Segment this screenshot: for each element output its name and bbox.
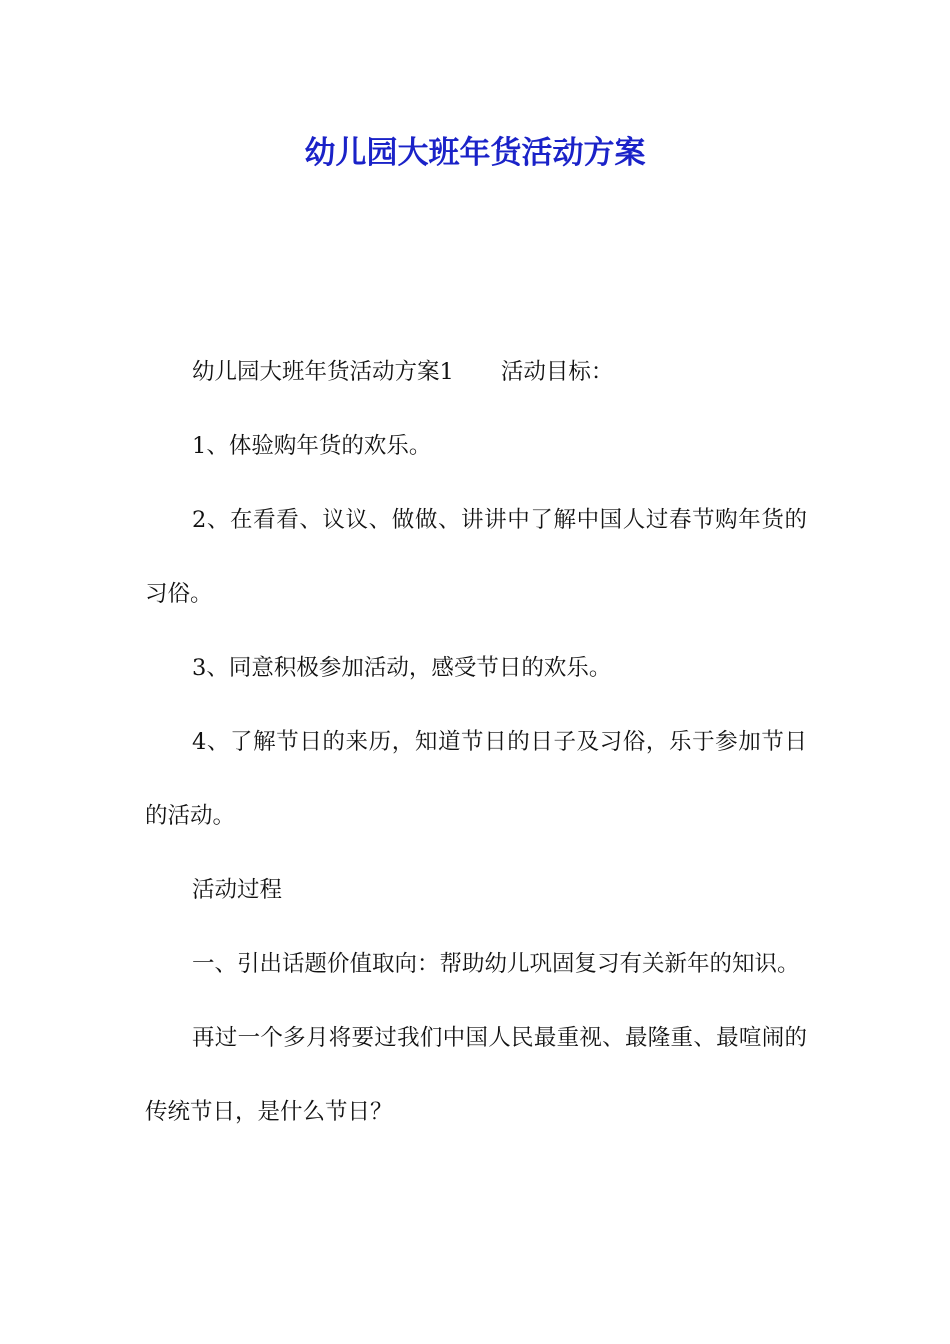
goal-paragraph-4: 4、了解节日的来历，知道节日的日子及习俗，乐于参加节日的活动。 bbox=[145, 729, 807, 829]
goals-heading: 活动目标： bbox=[500, 359, 614, 385]
step-paragraph-1: 一、引出话题价值取向：帮助幼儿巩固复习有关新年的知识。 bbox=[192, 951, 800, 977]
plan-heading: 幼儿园大班年货活动方案1 bbox=[192, 359, 454, 385]
process-heading: 活动过程 bbox=[192, 877, 283, 903]
goal-paragraph-1: 1、体验购年货的欢乐。 bbox=[192, 433, 432, 459]
document-title: 幼儿园大班年货活动方案 bbox=[304, 135, 646, 171]
step-detail-paragraph: 再过一个多月将要过我们中国人民最重视、最隆重、最喧闹的传统节日，是什么节日？ bbox=[145, 1025, 807, 1125]
intro-paragraph bbox=[145, 335, 807, 409]
document-body bbox=[145, 335, 807, 1149]
goal-paragraph-2: 2、在看看、议议、做做、讲讲中了解中国人过春节购年货的习俗。 bbox=[145, 507, 807, 607]
goal-paragraph-3: 3、同意积极参加活动，感受节日的欢乐。 bbox=[192, 655, 612, 681]
